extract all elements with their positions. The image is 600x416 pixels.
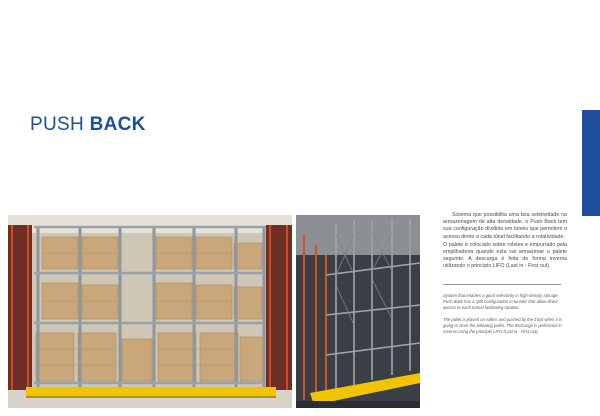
language-divider bbox=[443, 284, 561, 285]
push-back-loaded-photo bbox=[8, 215, 292, 408]
page-title bbox=[30, 114, 146, 136]
description-en-paragraph-2: The pallet is placed on rollers and pushed by the truck when it is going to store the following pallet. The discharge is performed in reverse using the principle LIFO (Last in - First out). bbox=[443, 316, 562, 334]
push-back-empty-photo bbox=[296, 215, 420, 408]
title-light: PUSH bbox=[30, 114, 84, 135]
section-side-tab bbox=[582, 110, 600, 216]
description-pt-paragraph-1: Sistema que possibilita uma boa seletividade na armazenagem de alta densidade, o Push Back tem sua configuração dividida em túneis que permitem o acesso direto a cada túnel facilitando a rotatividade. bbox=[443, 212, 567, 240]
title-bold: BACK bbox=[89, 114, 146, 135]
empty-racking-image bbox=[296, 215, 420, 408]
description-en-paragraph-1: System that enables a good selectivity in high-density storage, Push Back has a split configuration in tunnels that allow direct access to each tunnel facilitating rotation. bbox=[443, 292, 559, 310]
warehouse-racking-image bbox=[8, 215, 292, 408]
description-column bbox=[443, 212, 567, 341]
description-pt-paragraph-2: O palete é colocado sobre roletes e empurrado pela empilhadeira quando esta vai armazenar o palete seguinte. A descarga é feita de forma inversa utilizando o princípio LIFO (Last in - First out). bbox=[443, 241, 567, 270]
